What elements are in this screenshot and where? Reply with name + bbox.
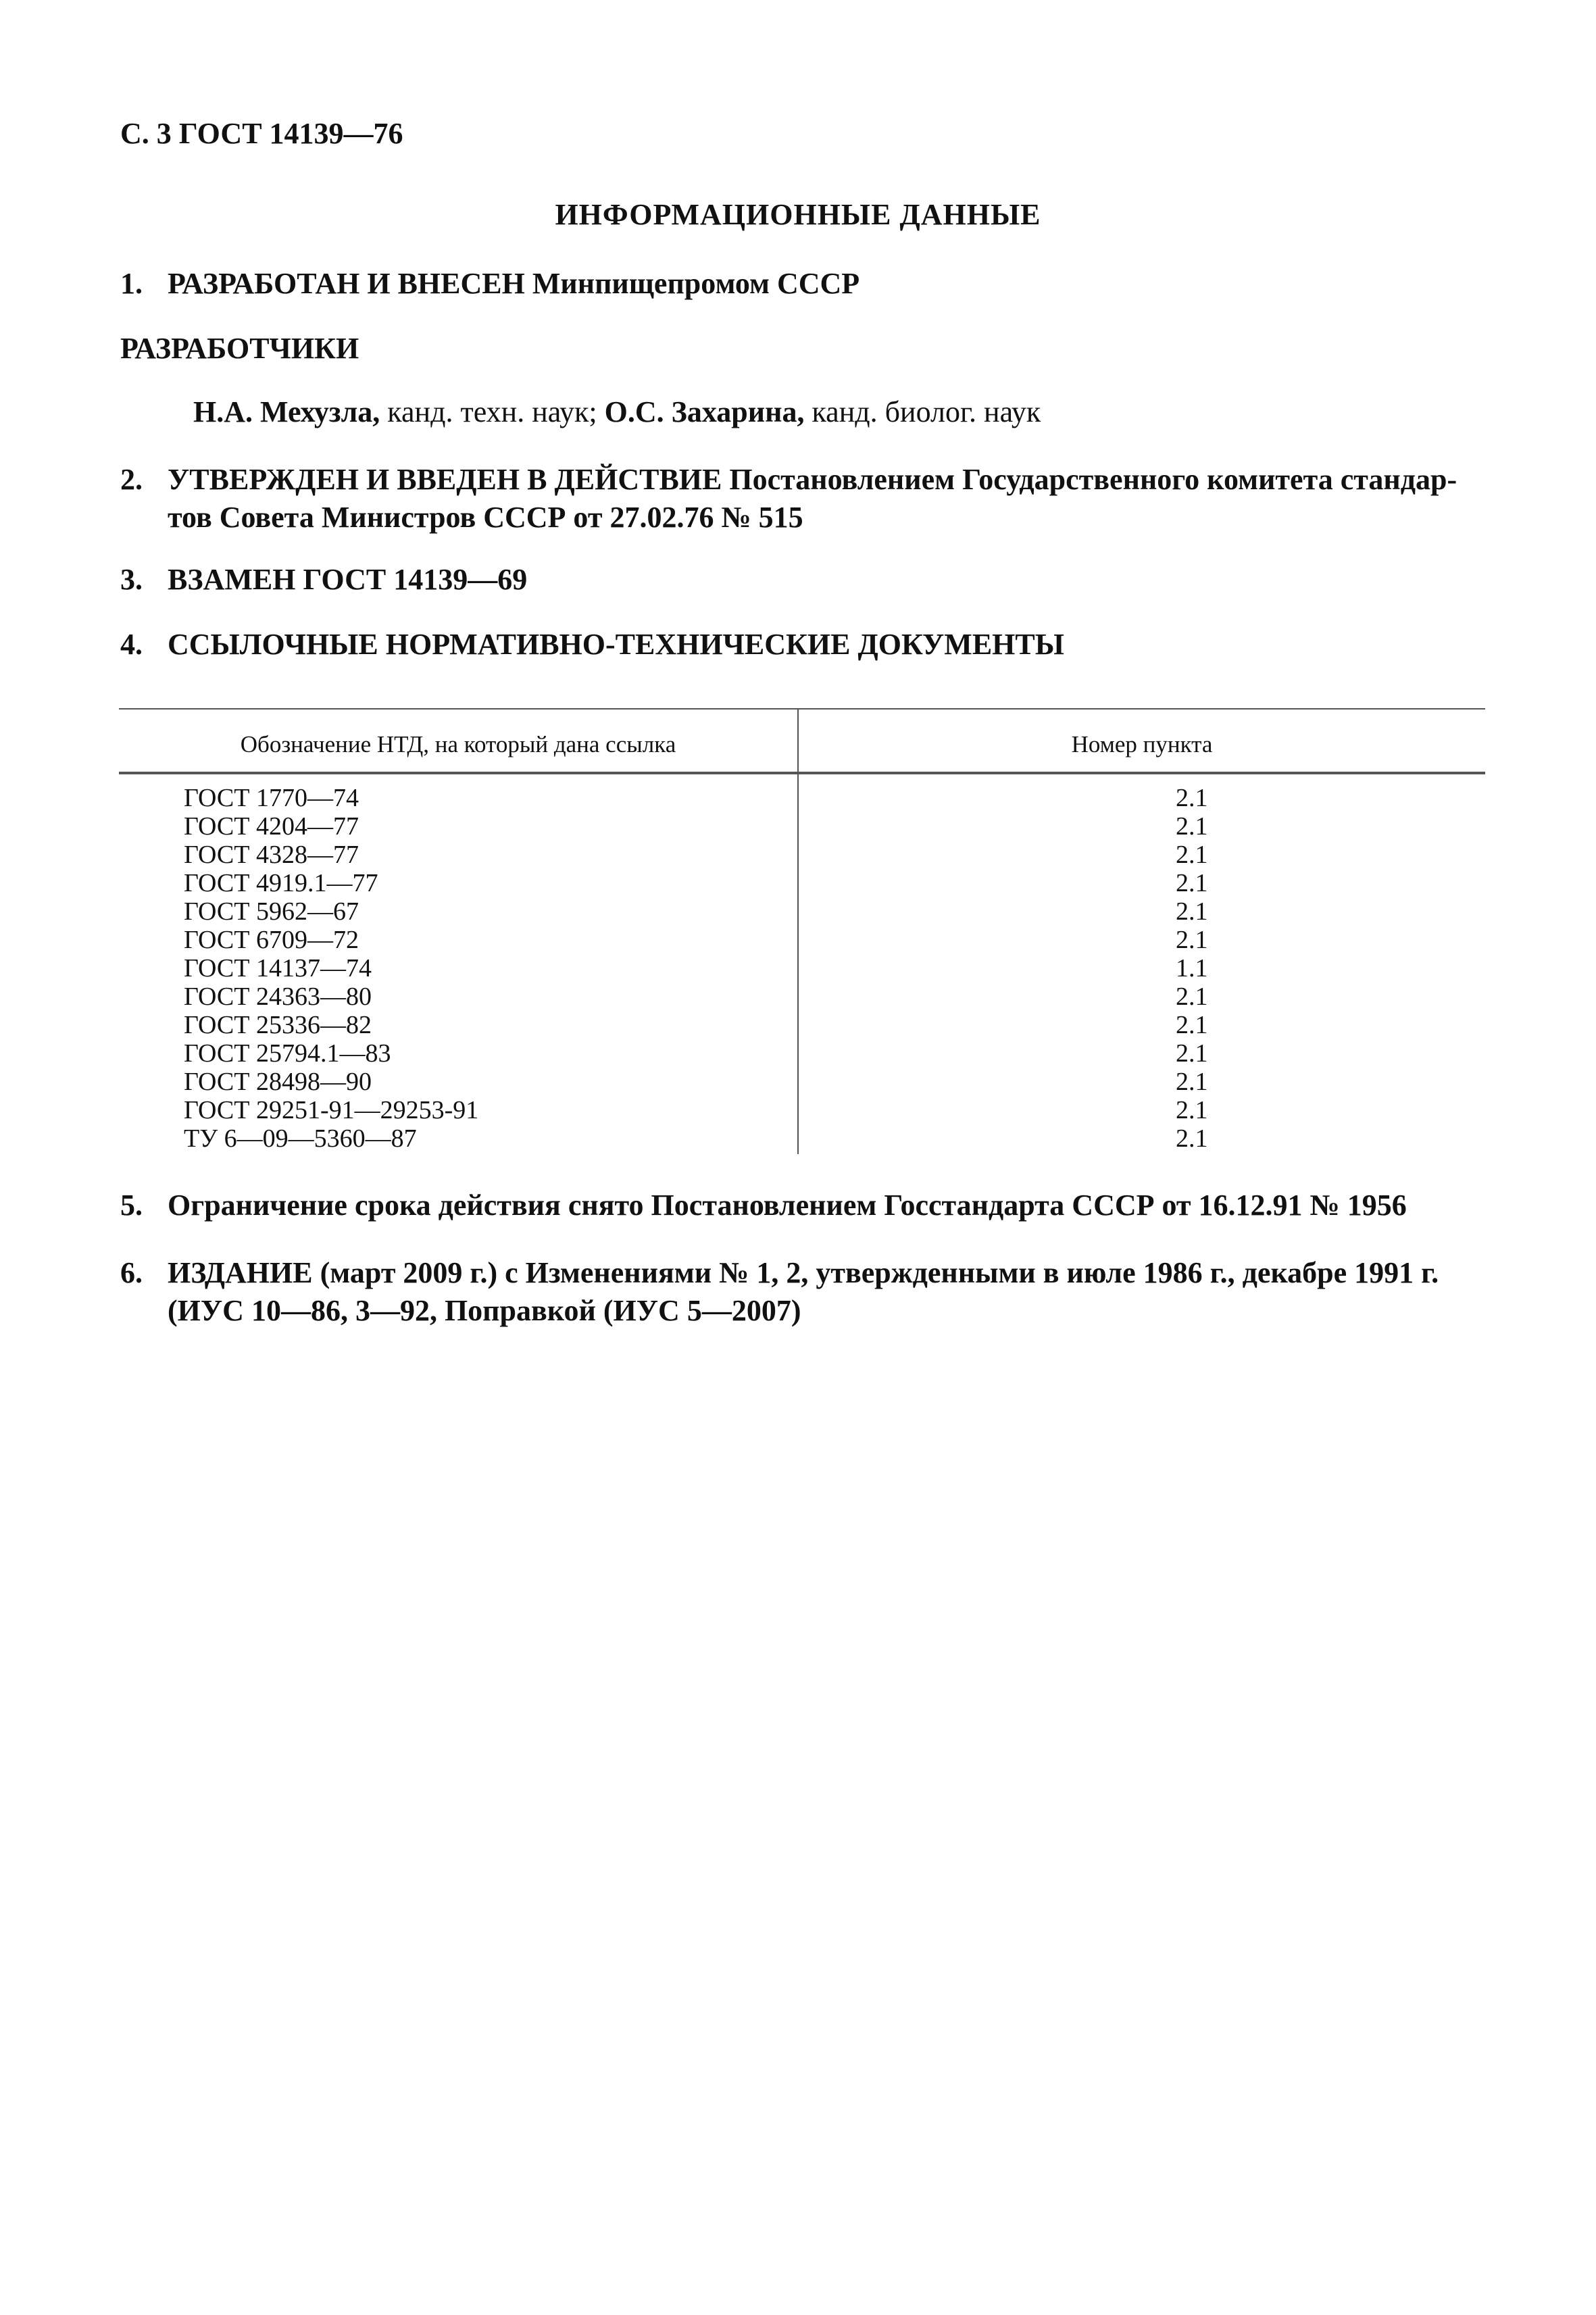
reference-document: ГОСТ 4919.1—77: [184, 869, 378, 897]
table-row: [119, 812, 1485, 841]
reference-document: ГОСТ 28498—90: [184, 1068, 372, 1096]
table-row: [119, 784, 1485, 812]
section-title: ИНФОРМАЦИОННЫЕ ДАННЫЕ: [555, 198, 1041, 231]
developers-label: РАЗРАБОТЧИКИ: [120, 332, 359, 365]
reference-document: ГОСТ 14137—74: [184, 954, 372, 982]
item-text: Минпищепромом СССР: [532, 267, 860, 300]
item-text: Ограничение срока действия снято Постановлением Госстандарта СССР от 16.12.91 № 1956: [168, 1189, 1407, 1222]
reference-document: ГОСТ 25336—82: [184, 1011, 372, 1039]
info-item-5: [120, 1187, 1485, 1224]
reference-document: ГОСТ 29251-91—29253-91: [184, 1096, 479, 1124]
table-row: [119, 1068, 1485, 1096]
item-number: 5.: [120, 1189, 143, 1222]
table-row: [119, 926, 1485, 954]
table-row: [119, 869, 1485, 897]
developer-degree: канд. техн. наук;: [380, 395, 605, 428]
page-header: С. 3 ГОСТ 14139—76: [120, 117, 403, 150]
item-text: ССЫЛОЧНЫЕ НОРМАТИВНО-ТЕХНИЧЕСКИЕ ДОКУМЕНТЫ: [168, 628, 1064, 661]
item-number: 6.: [120, 1256, 143, 1289]
clause-number: 2.1: [1176, 926, 1208, 954]
item-number: 2.: [120, 463, 143, 496]
table-header-rule: [119, 772, 1485, 774]
info-item-3: [120, 561, 1485, 599]
reference-document: ГОСТ 24363—80: [184, 982, 372, 1011]
table-row: [119, 982, 1485, 1011]
clause-number: 1.1: [1176, 954, 1208, 982]
item-text: Постановлением Государственного комитета стандар-: [722, 463, 1457, 496]
developer-degree: канд. биолог. наук: [804, 395, 1041, 428]
developers-list: [193, 395, 1041, 429]
item-text-line2: тов Совета Министров СССР от 27.02.76 № 515: [168, 501, 803, 534]
item-text: ИЗДАНИЕ (март 2009 г.) с Изменениями № 1, 2, утвержденными в июле 1986 г., декабре 1991 г.: [168, 1256, 1439, 1289]
reference-document: ГОСТ 25794.1—83: [184, 1039, 391, 1068]
clause-number: 2.1: [1176, 1039, 1208, 1068]
table-row: [119, 954, 1485, 982]
column-header-document: Обозначение НТД, на который дана ссылка: [240, 731, 676, 757]
clause-number: 2.1: [1176, 1124, 1208, 1153]
reference-document: ГОСТ 5962—67: [184, 897, 359, 926]
table-row: [119, 1039, 1485, 1068]
clause-number: 2.1: [1176, 1011, 1208, 1039]
item-number: 1.: [120, 267, 143, 300]
reference-document: ТУ 6—09—5360—87: [184, 1124, 417, 1153]
column-header-clause: Номер пункта: [1071, 731, 1213, 757]
table-body: [119, 784, 1485, 1153]
info-item-6: [120, 1254, 1485, 1330]
developer-name: О.С. Захарина,: [604, 395, 805, 428]
info-item-4: [120, 626, 1485, 664]
clause-number: 2.1: [1176, 869, 1208, 897]
clause-number: 2.1: [1176, 1096, 1208, 1124]
clause-number: 2.1: [1176, 1068, 1208, 1096]
info-item-1: [120, 265, 1485, 303]
item-number: 4.: [120, 628, 143, 661]
clause-number: 2.1: [1176, 982, 1208, 1011]
reference-document: ГОСТ 4328—77: [184, 841, 359, 869]
table-header: [119, 710, 1485, 772]
table-row: [119, 1096, 1485, 1124]
table-row: [119, 841, 1485, 869]
clause-number: 2.1: [1176, 812, 1208, 841]
item-caps: УТВЕРЖДЕН И ВВЕДЕН В ДЕЙСТВИЕ: [168, 463, 722, 496]
clause-number: 2.1: [1176, 784, 1208, 812]
table-row: [119, 897, 1485, 926]
item-number: 3.: [120, 563, 143, 596]
table-row: [119, 1124, 1485, 1153]
item-caps: РАЗРАБОТАН И ВНЕСЕН: [168, 267, 525, 300]
clause-number: 2.1: [1176, 897, 1208, 926]
reference-document: ГОСТ 6709—72: [184, 926, 359, 954]
item-text: ВЗАМЕН ГОСТ 14139—69: [168, 563, 528, 596]
clause-number: 2.1: [1176, 841, 1208, 869]
item-text-line2: (ИУС 10—86, 3—92, Поправкой (ИУС 5—2007): [168, 1294, 801, 1327]
table-row: [119, 1011, 1485, 1039]
reference-document: ГОСТ 4204—77: [184, 812, 359, 841]
developer-name: Н.А. Мехузла,: [193, 395, 380, 428]
reference-document: ГОСТ 1770—74: [184, 784, 359, 812]
info-item-2: [120, 461, 1485, 537]
